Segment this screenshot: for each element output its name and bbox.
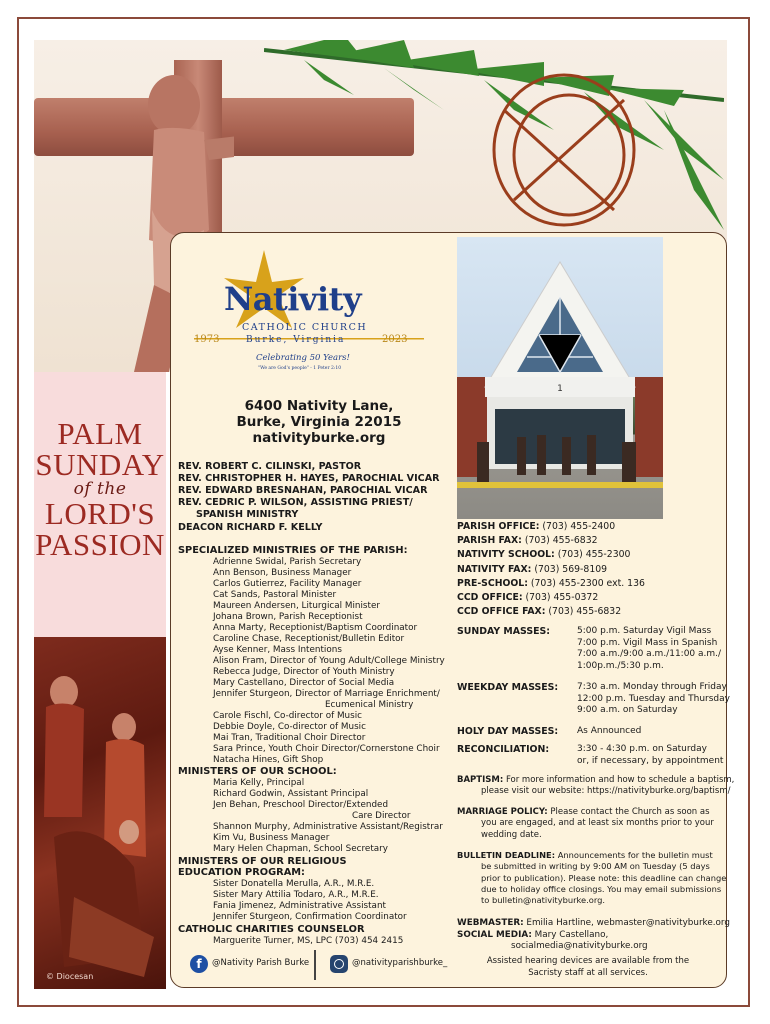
title-line-4: LORD'S bbox=[44, 496, 156, 531]
bulletin-label: BULLETIN DEADLINE: bbox=[457, 850, 556, 860]
holy-day-value: As Announced bbox=[577, 726, 642, 736]
religious-ed-heading-2: EDUCATION PROGRAM: bbox=[178, 867, 305, 878]
school-item: Jen Behan, Preschool Director/Extended bbox=[213, 800, 389, 810]
social-media-label: SOCIAL MEDIA: bbox=[457, 929, 532, 940]
sunday-time: 5:00 p.m. Saturday Vigil Mass bbox=[577, 626, 712, 636]
staff-item: Maureen Andersen, Liturgical Minister bbox=[213, 601, 380, 611]
fresco-figures bbox=[34, 637, 166, 989]
address-street: 6400 Nativity Lane, bbox=[244, 398, 394, 414]
hearing-line: Assisted hearing devices are available from the bbox=[486, 956, 690, 966]
charities-heading: CATHOLIC CHARITIES COUNSELOR bbox=[178, 924, 365, 935]
parish-address bbox=[184, 398, 454, 446]
marriage-label: MARRIAGE POLICY: bbox=[457, 807, 548, 817]
staff-item: Ecumenical Ministry bbox=[325, 700, 414, 710]
logo-motto: "We are God's people" - 1 Peter 2:10 bbox=[258, 366, 342, 371]
contact-label: PARISH FAX: bbox=[457, 535, 522, 547]
staff-item: Cat Sands, Pastoral Minister bbox=[213, 590, 337, 600]
charities-item: Marguerite Turner, MS, LPC (703) 454 2415 bbox=[213, 936, 404, 946]
staff-item: Rebecca Judge, Director of Youth Ministry bbox=[213, 667, 395, 677]
baptism-text: For more information and how to schedule a baptism, bbox=[505, 775, 735, 785]
weekday-masses-times bbox=[577, 682, 730, 717]
staff-item: Jennifer Sturgeon, Director of Marriage Enrichment/ bbox=[213, 689, 440, 699]
staff-item: Caroline Chase, Receptionist/Bulletin Editor bbox=[213, 634, 405, 644]
staff-item: Johana Brown, Parish Receptionist bbox=[213, 612, 363, 622]
logo-subtitle: CATHOLIC CHURCH bbox=[242, 322, 368, 333]
school-item: Maria Kelly, Principal bbox=[213, 778, 305, 788]
instagram-icon[interactable] bbox=[330, 955, 348, 973]
contact-label: CCD OFFICE FAX: bbox=[457, 606, 546, 618]
contact-label: NATIVITY SCHOOL: bbox=[457, 549, 555, 561]
clergy-line: SPANISH MINISTRY bbox=[196, 509, 299, 520]
sunday-time: 7:00 p.m. Vigil Mass in Spanish bbox=[577, 637, 718, 648]
contact-value: (703) 455-2400 bbox=[539, 521, 616, 532]
contact-row bbox=[457, 548, 645, 562]
staff-item: Mary Castellano, Director of Social Media bbox=[213, 678, 395, 688]
social-divider bbox=[314, 950, 316, 980]
recon-time: or, if necessary, by appointment bbox=[577, 755, 724, 766]
title-line-5: PASSION bbox=[35, 527, 165, 562]
contact-row bbox=[457, 534, 645, 548]
school-heading: MINISTERS OF OUR SCHOOL: bbox=[178, 766, 337, 777]
contact-label: CCD OFFICE: bbox=[457, 592, 523, 604]
staff-item: Ann Benson, Business Manager bbox=[213, 568, 352, 578]
logo-place: Burke, Virginia bbox=[246, 335, 346, 345]
title-line-1: PALM bbox=[57, 416, 143, 451]
title-line-3: of the bbox=[73, 479, 127, 499]
staff-item: Mai Tran, Traditional Choir Director bbox=[213, 733, 366, 743]
bulletin-text: prior to publication). Please note: this deadline can change bbox=[481, 872, 727, 883]
religious-ed-heading: MINISTERS OF OUR RELIGIOUS bbox=[178, 856, 347, 867]
reconciliation-label: RECONCILIATION: bbox=[457, 744, 550, 755]
webmaster-label: WEBMASTER: bbox=[457, 918, 524, 928]
reconciliation-times bbox=[577, 744, 723, 767]
sunday-masses-times bbox=[577, 626, 721, 672]
bulletin-text: Announcements for the bulletin must bbox=[557, 850, 713, 860]
school-item: Mary Helen Chapman, School Secretary bbox=[213, 844, 389, 854]
staff-item: Anna Marty, Receptionist/Baptism Coordinator bbox=[213, 623, 418, 633]
logo-name: Nativity bbox=[224, 280, 362, 318]
religious-ed-item: Fania Jimenez, Administrative Assistant bbox=[213, 901, 386, 911]
baptism-label: BAPTISM: bbox=[457, 775, 504, 785]
staff-item: Alison Fram, Director of Young Adult/College Ministry bbox=[213, 656, 445, 666]
contact-value: (703) 569-8109 bbox=[531, 563, 608, 575]
church-illustration bbox=[457, 237, 663, 519]
school-item: Richard Godwin, Assistant Principal bbox=[213, 789, 369, 799]
staff-item: Carlos Gutierrez, Facility Manager bbox=[213, 579, 362, 589]
clergy-line: REV. CEDRIC P. WILSON, ASSISTING PRIEST/ bbox=[178, 497, 413, 508]
instagram-handle[interactable]: @nativityparishburke_ bbox=[352, 958, 448, 968]
logo-year-start: 1973 bbox=[194, 334, 220, 345]
logo-celebrating: Celebrating 50 Years! bbox=[256, 353, 350, 363]
clergy-line: REV. CHRISTOPHER H. HAYES, PAROCHIAL VICAR bbox=[178, 473, 440, 484]
staff-item: Carole Fischl, Co-director of Music bbox=[213, 711, 362, 721]
contact-row bbox=[457, 591, 645, 605]
religious-ed-item: Sister Donatella Merulla, A.R., M.R.E. bbox=[213, 879, 375, 889]
contact-label: NATIVITY FAX: bbox=[457, 563, 532, 575]
staff-item: Adrienne Swidal, Parish Secretary bbox=[213, 557, 362, 567]
weekday-time: 7:30 a.m. Monday through Friday bbox=[577, 682, 727, 692]
weekday-masses-label: WEEKDAY MASSES: bbox=[457, 682, 559, 693]
title-line-2: SUNDAY bbox=[35, 447, 165, 482]
marriage-text: wedding date. bbox=[481, 829, 542, 840]
holy-day-label: HOLY DAY MASSES: bbox=[457, 726, 559, 737]
webmaster-info bbox=[457, 918, 730, 953]
contact-value: (703) 455-6832 bbox=[521, 535, 598, 547]
bulletin-text: due to holiday office closings. You may email submissions bbox=[481, 883, 722, 894]
nativity-logo bbox=[184, 250, 444, 390]
address-website: nativityburke.org bbox=[252, 430, 386, 446]
contact-value: (703) 455-6832 bbox=[545, 606, 622, 618]
staff-item: Sara Prince, Youth Choir Director/Cornerstone Choir bbox=[213, 744, 440, 754]
logo-year-end: 2023 bbox=[382, 334, 408, 345]
contact-row bbox=[457, 520, 645, 534]
hearing-line: Sacristy staff at all services. bbox=[528, 967, 648, 978]
sunday-time: 7:00 a.m./9:00 a.m./11:00 a.m./ bbox=[577, 649, 722, 659]
contact-label: PARISH OFFICE: bbox=[457, 521, 540, 532]
staff-item: Debbie Doyle, Co-director of Music bbox=[213, 722, 366, 732]
bulletin-text: to bulletin@nativityburke.org. bbox=[481, 895, 606, 906]
social-media-value: Mary Castellano, bbox=[531, 929, 609, 940]
contact-row bbox=[457, 605, 645, 619]
palm-sunday-title bbox=[34, 418, 166, 560]
school-item: Shannon Murphy, Administrative Assistant/Registrar bbox=[213, 822, 443, 832]
contact-label: PRE-SCHOOL: bbox=[457, 577, 528, 589]
weekday-time: 12:00 p.m. Tuesday and Thursday bbox=[577, 693, 730, 704]
recon-time: 3:30 - 4:30 p.m. on Saturday bbox=[577, 744, 707, 754]
marriage-info bbox=[457, 807, 714, 841]
sunday-masses-label: SUNDAY MASSES: bbox=[457, 626, 550, 637]
baptism-text: please visit our website: https://nativityburke.org/baptism/ bbox=[481, 786, 731, 797]
clergy-line: REV. EDWARD BRESNAHAN, PAROCHIAL VICAR bbox=[178, 485, 428, 496]
contact-value: (703) 455-2300 ext. 136 bbox=[527, 577, 645, 589]
clergy-line: REV. ROBERT C. CILINSKI, PASTOR bbox=[178, 461, 362, 472]
bulletin-info bbox=[457, 850, 726, 906]
clergy-line: DEACON RICHARD F. KELLY bbox=[178, 522, 323, 533]
school-item: Kim Vu, Business Manager bbox=[213, 833, 330, 843]
palm-sunday-fresco-image bbox=[34, 637, 166, 989]
school-item: Care Director bbox=[352, 811, 411, 821]
religious-ed-item: Sister Mary Attilia Todaro, A.R., M.R.E. bbox=[213, 890, 379, 900]
contact-row bbox=[457, 577, 645, 591]
contact-value: (703) 455-2300 bbox=[554, 549, 631, 561]
webmaster-value: Emilia Hartline, webmaster@nativityburke.org bbox=[523, 918, 730, 928]
facebook-icon[interactable]: f bbox=[190, 955, 208, 973]
baptism-info bbox=[457, 775, 734, 798]
contact-row bbox=[457, 563, 645, 577]
contact-list bbox=[457, 520, 645, 619]
religious-ed-item: Jennifer Sturgeon, Confirmation Coordinator bbox=[213, 912, 407, 922]
fresco-credit: © Diocesan bbox=[46, 972, 94, 981]
sunday-time: 1:00p.m./5:30 p.m. bbox=[577, 660, 664, 671]
address-city: Burke, Virginia 22015 bbox=[236, 414, 402, 430]
social-media-email: socialmedia@nativityburke.org bbox=[511, 941, 648, 951]
staff-item: Natacha Hines, Gift Shop bbox=[213, 755, 324, 765]
svg-text:1: 1 bbox=[557, 384, 563, 394]
marriage-text: Please contact the Church as soon as bbox=[550, 807, 710, 817]
weekday-time: 9:00 a.m. on Saturday bbox=[577, 705, 678, 715]
specialized-heading: SPECIALIZED MINISTRIES OF THE PARISH: bbox=[178, 545, 408, 556]
bulletin-text: be submitted in writing by 9:00 AM on Tuesday (5 days bbox=[481, 861, 710, 872]
marriage-text: you are engaged, and at least six months prior to your bbox=[481, 818, 714, 829]
facebook-handle[interactable]: @Nativity Parish Burke bbox=[212, 958, 310, 968]
staff-item: Ayse Kenner, Mass Intentions bbox=[213, 645, 342, 655]
hearing-devices-note bbox=[457, 956, 719, 979]
contact-value: (703) 455-0372 bbox=[522, 592, 599, 604]
church-building-photo bbox=[457, 237, 663, 519]
